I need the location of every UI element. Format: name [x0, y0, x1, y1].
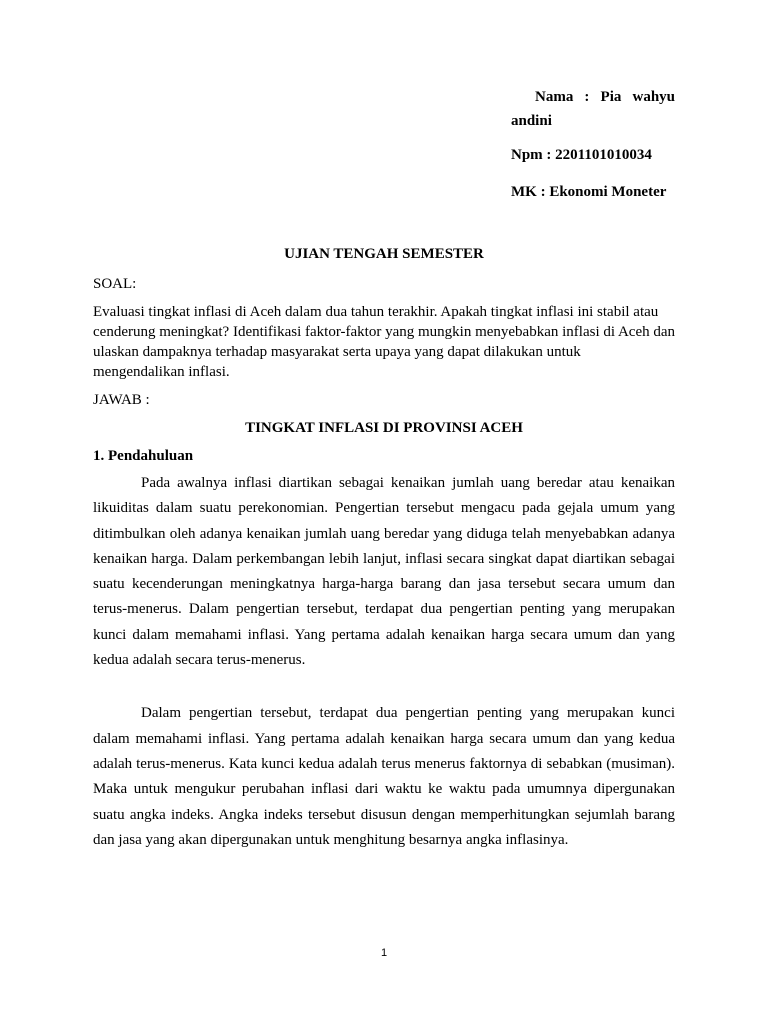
question-label: SOAL: — [93, 276, 137, 292]
answer-label: JAWAB : — [93, 392, 150, 408]
question-text: Evaluasi tingkat inflasi di Aceh dalam dua tahun terakhir. Apakah tingkat inflasi ini stabil atau cenderung meningkat? Identifikasi faktor-faktor yang mungkin menyebabkan inflasi di Aceh dan ulaskan dampaknya terhadap masyarakat serta upaya yang dapat dilakukan untuk mengendalikan inflasi. — [93, 304, 676, 380]
document-body — [93, 274, 675, 853]
student-name-line2: andini — [511, 113, 552, 129]
student-identity-block — [511, 85, 675, 204]
exam-title: UJIAN TENGAH SEMESTER — [284, 246, 484, 262]
student-npm: Npm : 2201101010034 — [511, 147, 652, 163]
paragraph-2: Dalam pengertian tersebut, terdapat dua pengertian penting yang merupakan kunci dalam memahami inflasi. Yang pertama adalah kenaikan harga secara umum dan yang kedua adalah terus-menerus. Kata kunci kedua adalah terus menerus faktornya di sebabkan (musiman). Maka untuk mengukur perubahan inflasi dari waktu ke waktu pada umumnya dipergunakan suatu angka indeks. Angka indeks tersebut disusun dengan memperhitungkan sejumlah barang dan jasa yang akan dipergunakan untuk menghitung besarnya angka inflasinya. — [93, 705, 675, 848]
section-heading: 1. Pendahuluan — [93, 448, 194, 464]
student-name-line1: Nama : Pia wahyu — [535, 89, 675, 105]
paragraph-1: Pada awalnya inflasi diartikan sebagai kenaikan jumlah uang beredar atau kenaikan likuiditas dalam suatu perekonomian. Pengertian tersebut mengacu pada gejala umum yang ditimbulkan oleh adanya kenaikan jumlah uang beredar yang diduga telah menyebabkan adanya kenaikan harga. Dalam perkembangan lebih lanjut, inflasi secara singkat dapat diartikan sebagai suatu kecenderungan meningkatnya harga-harga barang dan jasa tersebut secara umum dan terus-menerus. Dalam pengertian tersebut, terdapat dua pengertian penting yang merupakan kunci dalam memahami inflasi. Yang pertama adalah kenaikan harga secara umum dan yang kedua adalah secara terus-menerus. — [93, 475, 675, 669]
page-number: 1 — [380, 947, 388, 959]
answer-title: TINGKAT INFLASI DI PROVINSI ACEH — [245, 420, 523, 436]
course-name: MK : Ekonomi Moneter — [511, 184, 667, 200]
